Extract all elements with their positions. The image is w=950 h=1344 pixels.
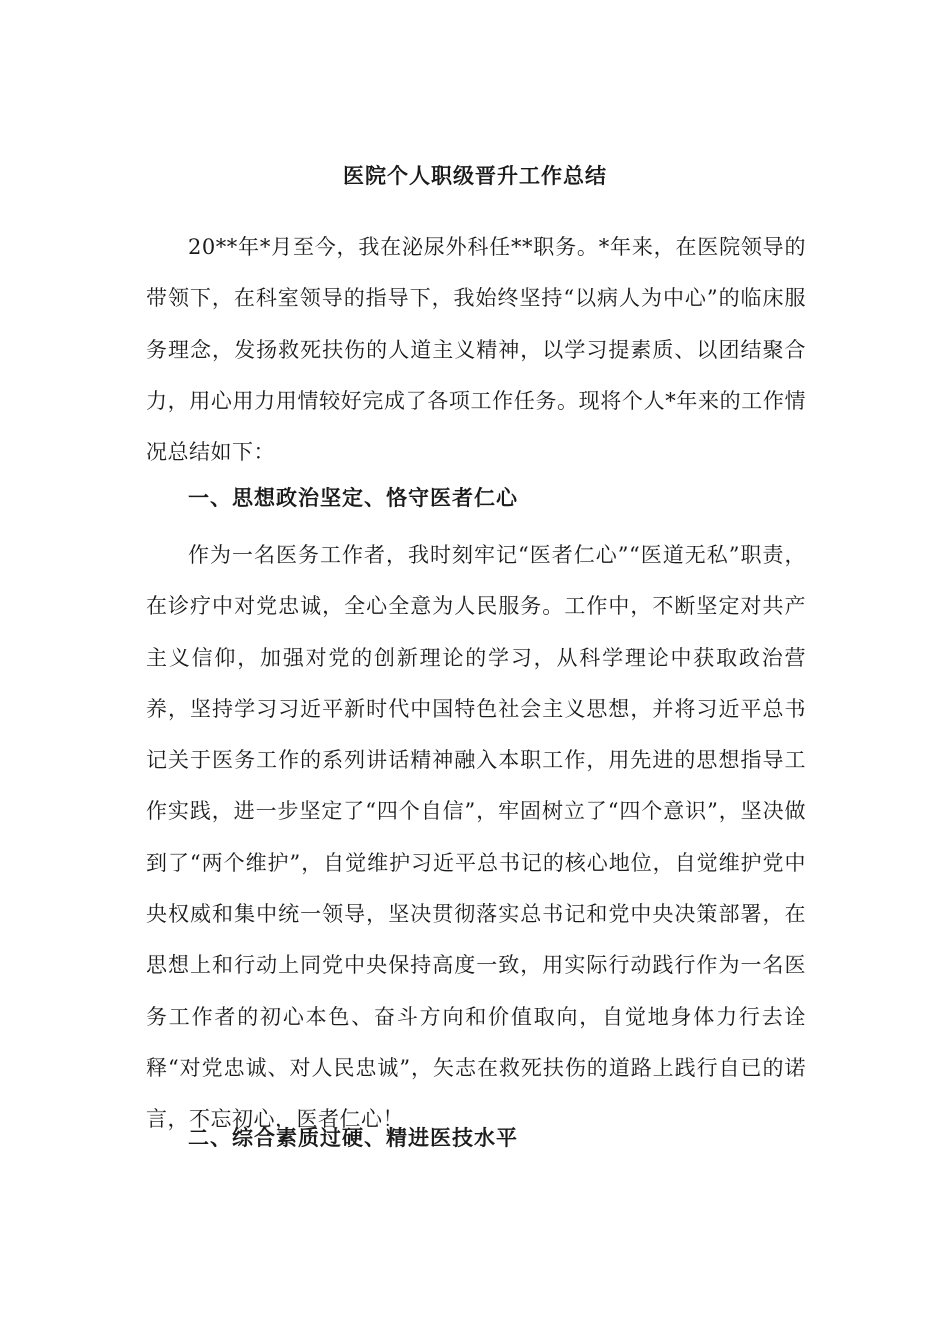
section-1-paragraph: 作为一名医务工作者，我时刻牢记“医者仁心”“医道无私”职责，在诊疗中对党忠诚，全心全意为人民服务。工作中，不断坚定对共产主义信仰，加强对党的创新理论的学习，从科学理论中获取政治营养，坚持学习习近平新时代中国特色社会主义思想，并将习近平总书记关于医务工作的系列讲话精神融入本职工作，用先进的思想指导工作实践，进一步坚定了“四个自信”，牢固树立了“四个意识”，坚决做到了“两个维护”，自觉维护习近平总书记的核心地位，自觉维护党中央权威和集中统一领导，坚决贯彻落实总书记和党中央决策部署，在思想上和行动上同党中央保持高度一致，用实际行动践行作为一名医务工作者的初心本色、奋斗方向和价值取向，自觉地身体力行去诠释“对党忠诚、对人民忠诚”，矢志在救死扶伤的道路上践行自已的诺言，不忘初心，医者仁心！ [146,543,806,1132]
document-title: 医院个人职级晋升工作总结 [343,163,607,188]
section-heading-1: 一、思想政治坚定、恪守医者仁心 [188,485,518,510]
intro-paragraph: 20**年*月至今，我在泌尿外科任**职务。*年来，在医院领导的带领下，在科室领导的指导下，我始终坚持“以病人为中心”的临床服务理念，发扬救死扶伤的人道主义精神，以学习提素质、以团结聚合力，用心用力用情较好完成了各项工作任务。现将个人*年来的工作情况总结如下： [146,235,806,465]
section-heading-2: 二、综合素质过硬、精进医技水平 [188,1125,518,1150]
